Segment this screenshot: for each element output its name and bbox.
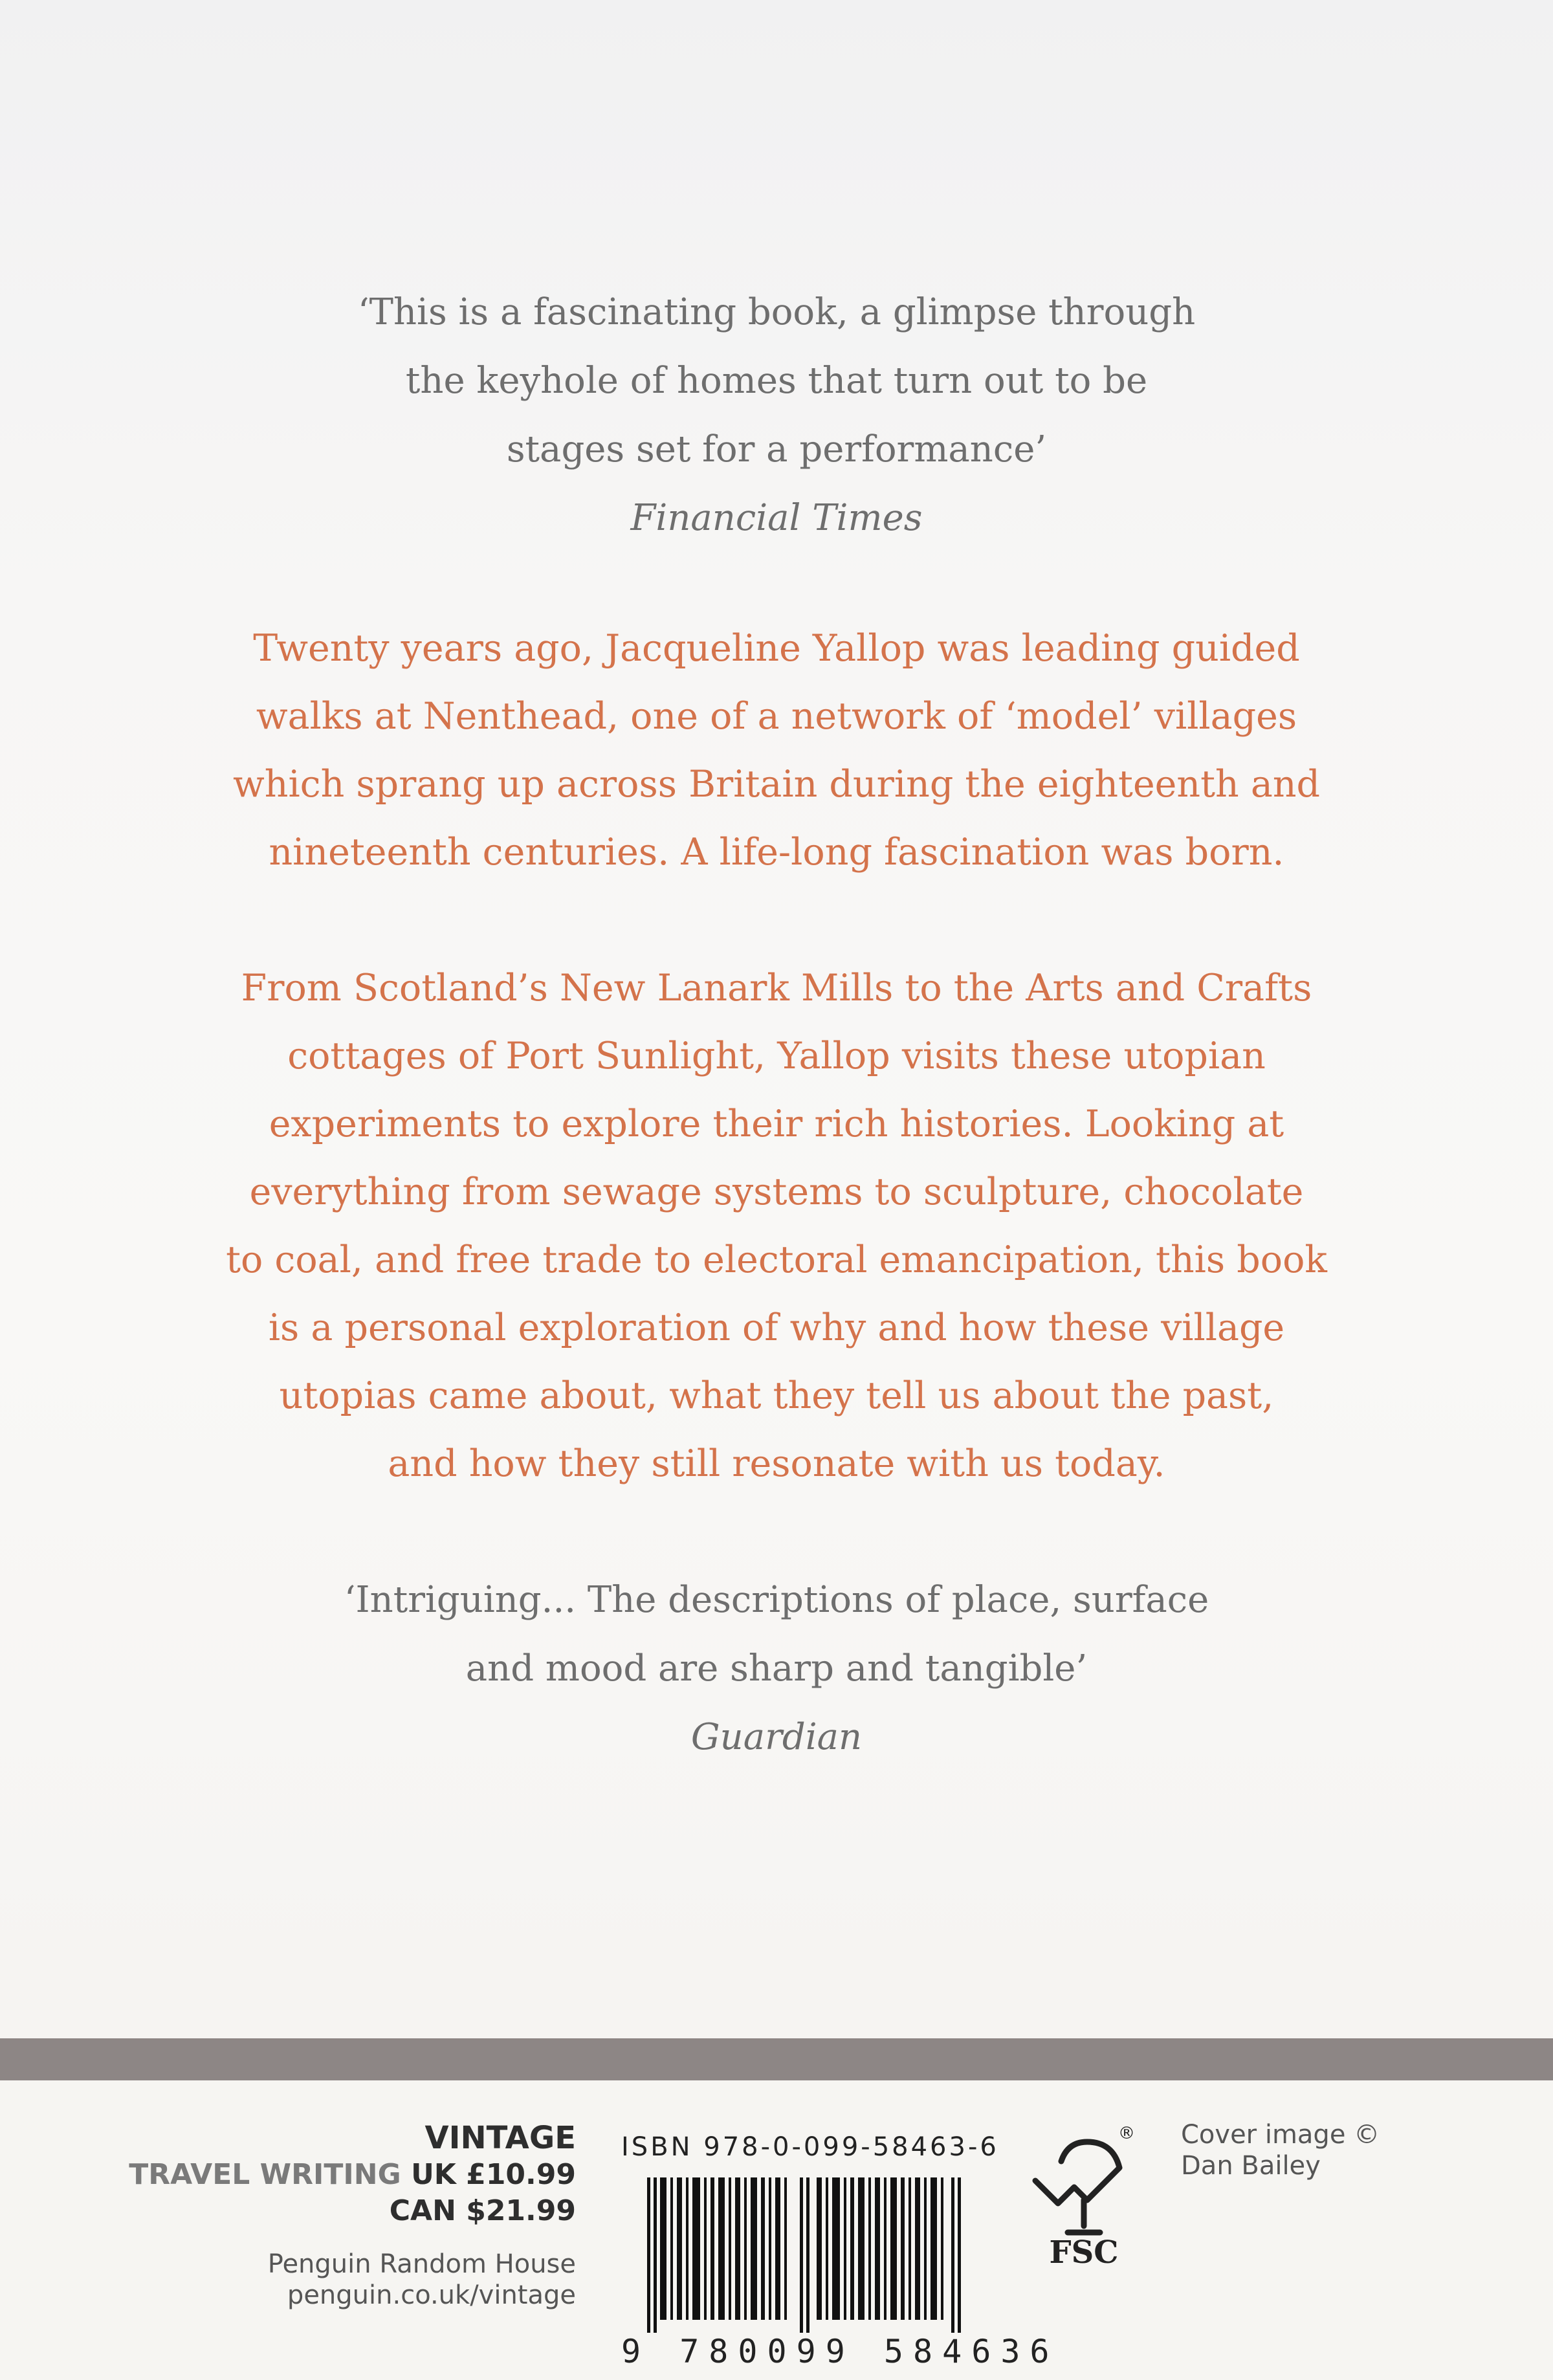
blurb-line: Twenty years ago, Jacqueline Yallop was leading guided xyxy=(253,627,1300,670)
isbn-text: ISBN 978-0-099-58463-6 xyxy=(621,2132,999,2162)
publisher-url: penguin.co.uk/vintage xyxy=(287,2280,576,2310)
blurb-paragraph-2 xyxy=(0,954,1553,1498)
review-quote-guardian xyxy=(0,1566,1553,1772)
blurb-line: utopias came about, what they tell us about the past, xyxy=(279,1374,1274,1417)
price-uk: UK £10.99 xyxy=(411,2158,576,2191)
blurb-line: which sprang up across Britain during the eighteenth and xyxy=(232,763,1321,806)
imprint-block xyxy=(129,2119,576,2311)
quote-line: stages set for a performance’ xyxy=(506,428,1047,470)
blurb-line: everything from sewage systems to sculpture, chocolate xyxy=(249,1171,1304,1213)
fsc-mark: ® xyxy=(1118,2124,1135,2143)
blurb-line: cottages of Port Sunlight, Yallop visits these utopian xyxy=(287,1035,1266,1077)
quote-line: and mood are sharp and tangible’ xyxy=(465,1647,1088,1690)
quote-line: the keyhole of homes that turn out to be xyxy=(405,360,1148,402)
blurb-line: From Scotland’s New Lanark Mills to the Arts and Crafts xyxy=(241,967,1312,1009)
publisher-block xyxy=(129,2249,576,2311)
blurb-paragraph-1 xyxy=(0,615,1553,887)
quote-line: ‘Intriguing... The descriptions of place, surface xyxy=(344,1579,1209,1621)
blurb-line: is a personal exploration of why and how these village xyxy=(268,1306,1285,1349)
imprint-name: VINTAGE xyxy=(424,2120,576,2156)
barcode-icon xyxy=(647,2177,971,2333)
divider-band xyxy=(0,2038,1553,2080)
category-label: TRAVEL WRITING xyxy=(129,2158,401,2191)
fsc-label: FSC xyxy=(1049,2234,1119,2268)
blurb-line: walks at Nenthead, one of a network of ‘model’ villages xyxy=(256,695,1297,738)
blurb-line: nineteenth centuries. A life-long fascination was born. xyxy=(269,831,1284,874)
blurb-line: and how they still resonate with us today. xyxy=(388,1442,1165,1485)
publisher-name: Penguin Random House xyxy=(267,2249,576,2279)
credit-line: Cover image © xyxy=(1181,2120,1380,2150)
credit-line: Dan Bailey xyxy=(1181,2151,1321,2181)
blurb-line: to coal, and free trade to electoral emancipation, this book xyxy=(226,1239,1327,1281)
category-price-row xyxy=(129,2157,576,2193)
review-quote-financial-times xyxy=(0,278,1553,553)
footer-panel xyxy=(0,2080,1553,2380)
quote-source: Guardian xyxy=(690,1716,863,1758)
price-can: CAN $21.99 xyxy=(389,2194,576,2227)
blurb-line: experiments to explore their rich histories. Looking at xyxy=(269,1103,1284,1145)
barcode-digits: 9 780099 584636 xyxy=(621,2333,1059,2370)
fsc-logo-icon xyxy=(1022,2119,1145,2268)
quote-source: Financial Times xyxy=(630,497,923,539)
cover-credit xyxy=(1181,2119,1380,2181)
quote-line: ‘This is a fascinating book, a glimpse through xyxy=(357,291,1196,333)
